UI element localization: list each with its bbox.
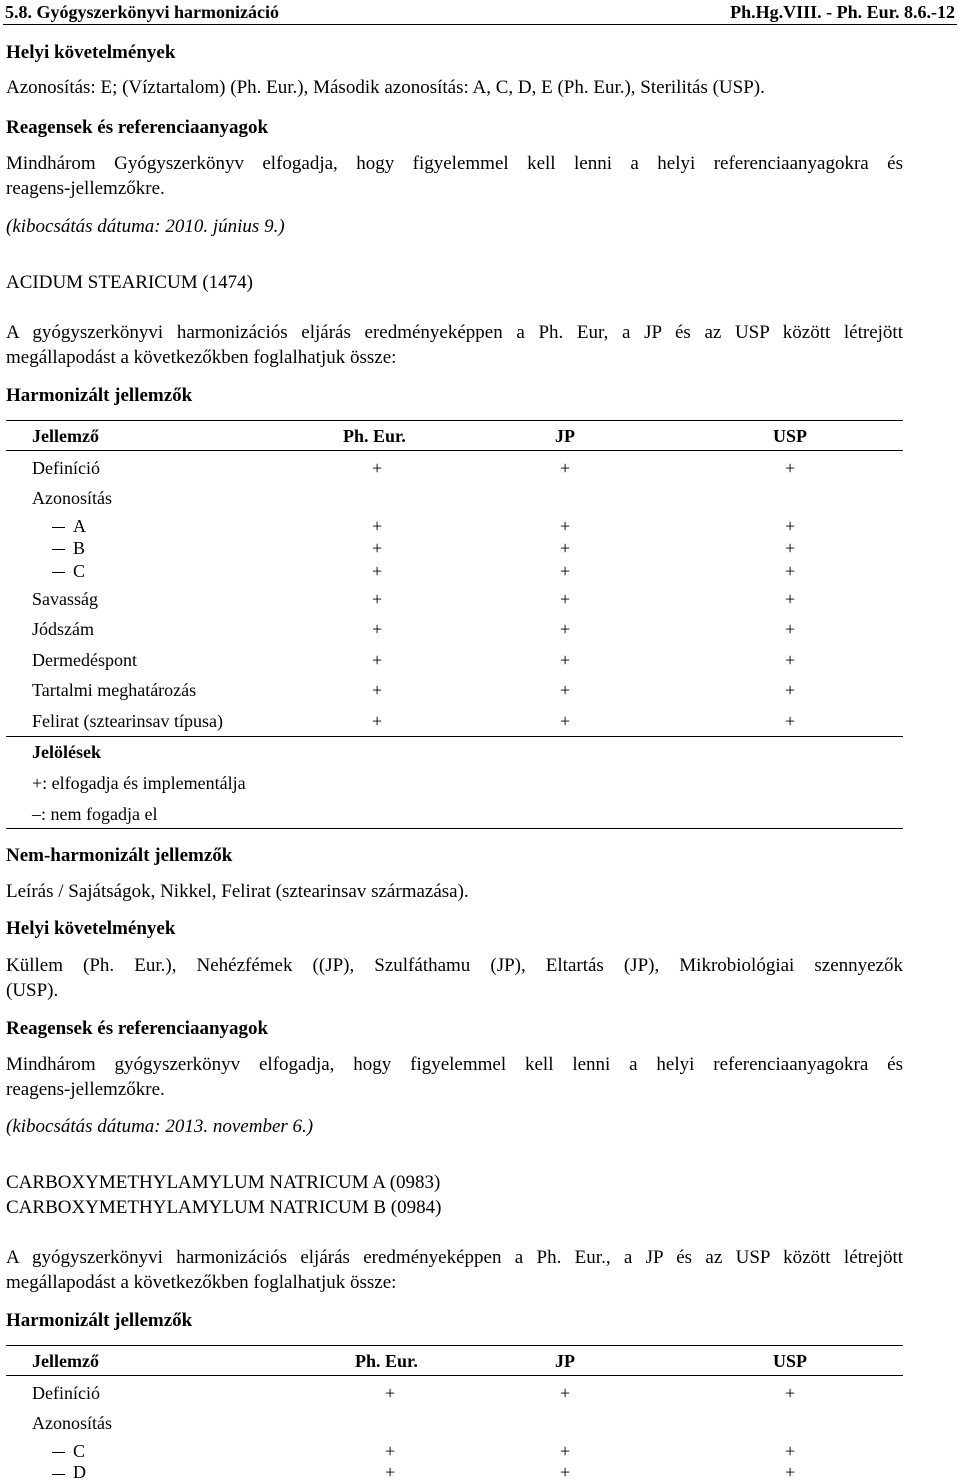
- header-rule: [3, 24, 957, 25]
- mark: +: [560, 561, 571, 581]
- mark: +: [385, 1441, 396, 1461]
- mark: +: [560, 1462, 571, 1482]
- mark: +: [560, 711, 571, 731]
- table-bottom-rule: [6, 736, 903, 737]
- column-header: Ph. Eur.: [343, 426, 406, 446]
- mark: +: [785, 516, 796, 536]
- mark: +: [372, 619, 383, 639]
- mark: +: [560, 650, 571, 670]
- issue-date: (kibocsátás dátuma: 2010. június 9.): [6, 216, 285, 237]
- mark: +: [372, 561, 383, 581]
- column-header: Ph. Eur.: [355, 1351, 418, 1371]
- mark: +: [560, 516, 571, 536]
- column-header: USP: [773, 426, 808, 446]
- local-requirements-heading: Helyi követelmények: [6, 918, 176, 939]
- monograph-title: CARBOXYMETHYLAMYLUM NATRICUM B (0984): [6, 1197, 442, 1218]
- intro-text-line1: A gyógyszerkönyvi harmonizációs eljárás eredményeképpen a Ph. Eur., a JP és az USP között létrejött: [6, 1247, 903, 1268]
- row-label: Jódszám: [32, 619, 94, 639]
- mark: +: [560, 1383, 571, 1403]
- dash-bullet: [52, 1474, 65, 1475]
- reagents-heading: Reagensek és referenciaanyagok: [6, 117, 269, 138]
- mark: +: [785, 711, 796, 731]
- harmonized-heading: Harmonizált jellemzők: [6, 1310, 193, 1331]
- mark: +: [372, 589, 383, 609]
- table-top-rule: [6, 1345, 903, 1346]
- legend-title: Jelölések: [32, 742, 101, 762]
- table-header-rule: [6, 450, 903, 451]
- mark: +: [785, 619, 796, 639]
- monograph-title: CARBOXYMETHYLAMYLUM NATRICUM A (0983): [6, 1172, 441, 1193]
- mark: +: [785, 680, 796, 700]
- row-label: B: [73, 538, 86, 558]
- reagents-text-line2: reagens-jellemzőkre.: [6, 1079, 165, 1100]
- dash-bullet: [52, 527, 65, 528]
- local-requirements-text: Azonosítás: E; (Víztartalom) (Ph. Eur.), Második azonosítás: A, C, D, E (Ph. Eur.), Sterilitás (USP).: [6, 77, 765, 98]
- row-label: C: [73, 1441, 86, 1461]
- page-header-right: Ph.Hg.VIII. - Ph. Eur. 8.6.-12: [730, 2, 955, 22]
- column-header: Jellemző: [32, 1351, 99, 1371]
- mark: +: [785, 1383, 796, 1403]
- mark: +: [785, 589, 796, 609]
- mark: +: [560, 680, 571, 700]
- mark: +: [560, 619, 571, 639]
- dash-bullet: [52, 572, 65, 573]
- table-top-rule: [6, 420, 903, 421]
- mark: +: [560, 589, 571, 609]
- issue-date: (kibocsátás dátuma: 2013. november 6.): [6, 1116, 314, 1137]
- intro-text-line2: megállapodást a következőkben foglalhatjuk össze:: [6, 1272, 397, 1293]
- mark: +: [560, 458, 571, 478]
- row-label: Savasság: [32, 589, 98, 609]
- local-requirements-heading: Helyi követelmények: [6, 42, 176, 63]
- mark: +: [785, 458, 796, 478]
- row-label: Definíció: [32, 1383, 100, 1403]
- column-header: Jellemző: [32, 426, 99, 446]
- column-header: JP: [555, 1351, 575, 1371]
- row-label: A: [73, 516, 86, 536]
- mark: +: [560, 1441, 571, 1461]
- dash-bullet: [52, 549, 65, 550]
- mark: +: [385, 1383, 396, 1403]
- column-header: JP: [555, 426, 575, 446]
- mark: +: [785, 561, 796, 581]
- intro-text-line2: megállapodást a következőkben foglalhatjuk össze:: [6, 347, 397, 368]
- mark: +: [372, 680, 383, 700]
- legend-minus: –: nem fogadja el: [32, 804, 158, 824]
- dash-bullet: [52, 1452, 65, 1453]
- column-header: USP: [773, 1351, 808, 1371]
- intro-text-line1: A gyógyszerkönyvi harmonizációs eljárás eredményeképpen a Ph. Eur, a JP és az USP között létrejött: [6, 322, 903, 343]
- mark: +: [560, 538, 571, 558]
- mark: +: [372, 711, 383, 731]
- non-harmonized-text: Leírás / Sajátságok, Nikkel, Felirat (sztearinsav származása).: [6, 881, 469, 902]
- reagents-heading: Reagensek és referenciaanyagok: [6, 1018, 269, 1039]
- row-label: Felirat (sztearinsav típusa): [32, 711, 223, 731]
- row-label: Azonosítás: [32, 1413, 112, 1433]
- row-label: Definíció: [32, 458, 100, 478]
- mark: +: [385, 1462, 396, 1482]
- mark: +: [372, 516, 383, 536]
- local-requirements-line1: Küllem (Ph. Eur.), Nehézfémek ((JP), Szulfáthamu (JP), Eltartás (JP), Mikrobiológiai szennyezők: [6, 955, 903, 976]
- legend-bottom-rule: [6, 828, 903, 829]
- row-label: Dermedéspont: [32, 650, 137, 670]
- reagents-text-line1: Mindhárom Gyógyszerkönyv elfogadja, hogy figyelemmel kell lenni a helyi referenciaanyagokra és: [6, 153, 903, 174]
- harmonized-heading: Harmonizált jellemzők: [6, 385, 193, 406]
- mark: +: [785, 1462, 796, 1482]
- mark: +: [372, 538, 383, 558]
- row-label: D: [73, 1462, 86, 1482]
- row-label: Azonosítás: [32, 488, 112, 508]
- non-harmonized-heading: Nem-harmonizált jellemzők: [6, 845, 233, 866]
- mark: +: [785, 1441, 796, 1461]
- reagents-text-line2: reagens-jellemzőkre.: [6, 178, 165, 199]
- row-label: C: [73, 561, 86, 581]
- table-header-rule: [6, 1375, 903, 1376]
- mark: +: [372, 458, 383, 478]
- legend-plus: +: elfogadja és implementálja: [32, 773, 246, 793]
- row-label: Tartalmi meghatározás: [32, 680, 197, 700]
- mark: +: [785, 650, 796, 670]
- mark: +: [372, 650, 383, 670]
- monograph-title: ACIDUM STEARICUM (1474): [6, 272, 253, 293]
- page-header-left: 5.8. Gyógyszerkönyvi harmonizáció: [5, 2, 279, 22]
- reagents-text-line1: Mindhárom gyógyszerkönyv elfogadja, hogy figyelemmel kell lenni a helyi referenciaanyagokra és: [6, 1054, 903, 1075]
- mark: +: [785, 538, 796, 558]
- local-requirements-line2: (USP).: [6, 980, 59, 1001]
